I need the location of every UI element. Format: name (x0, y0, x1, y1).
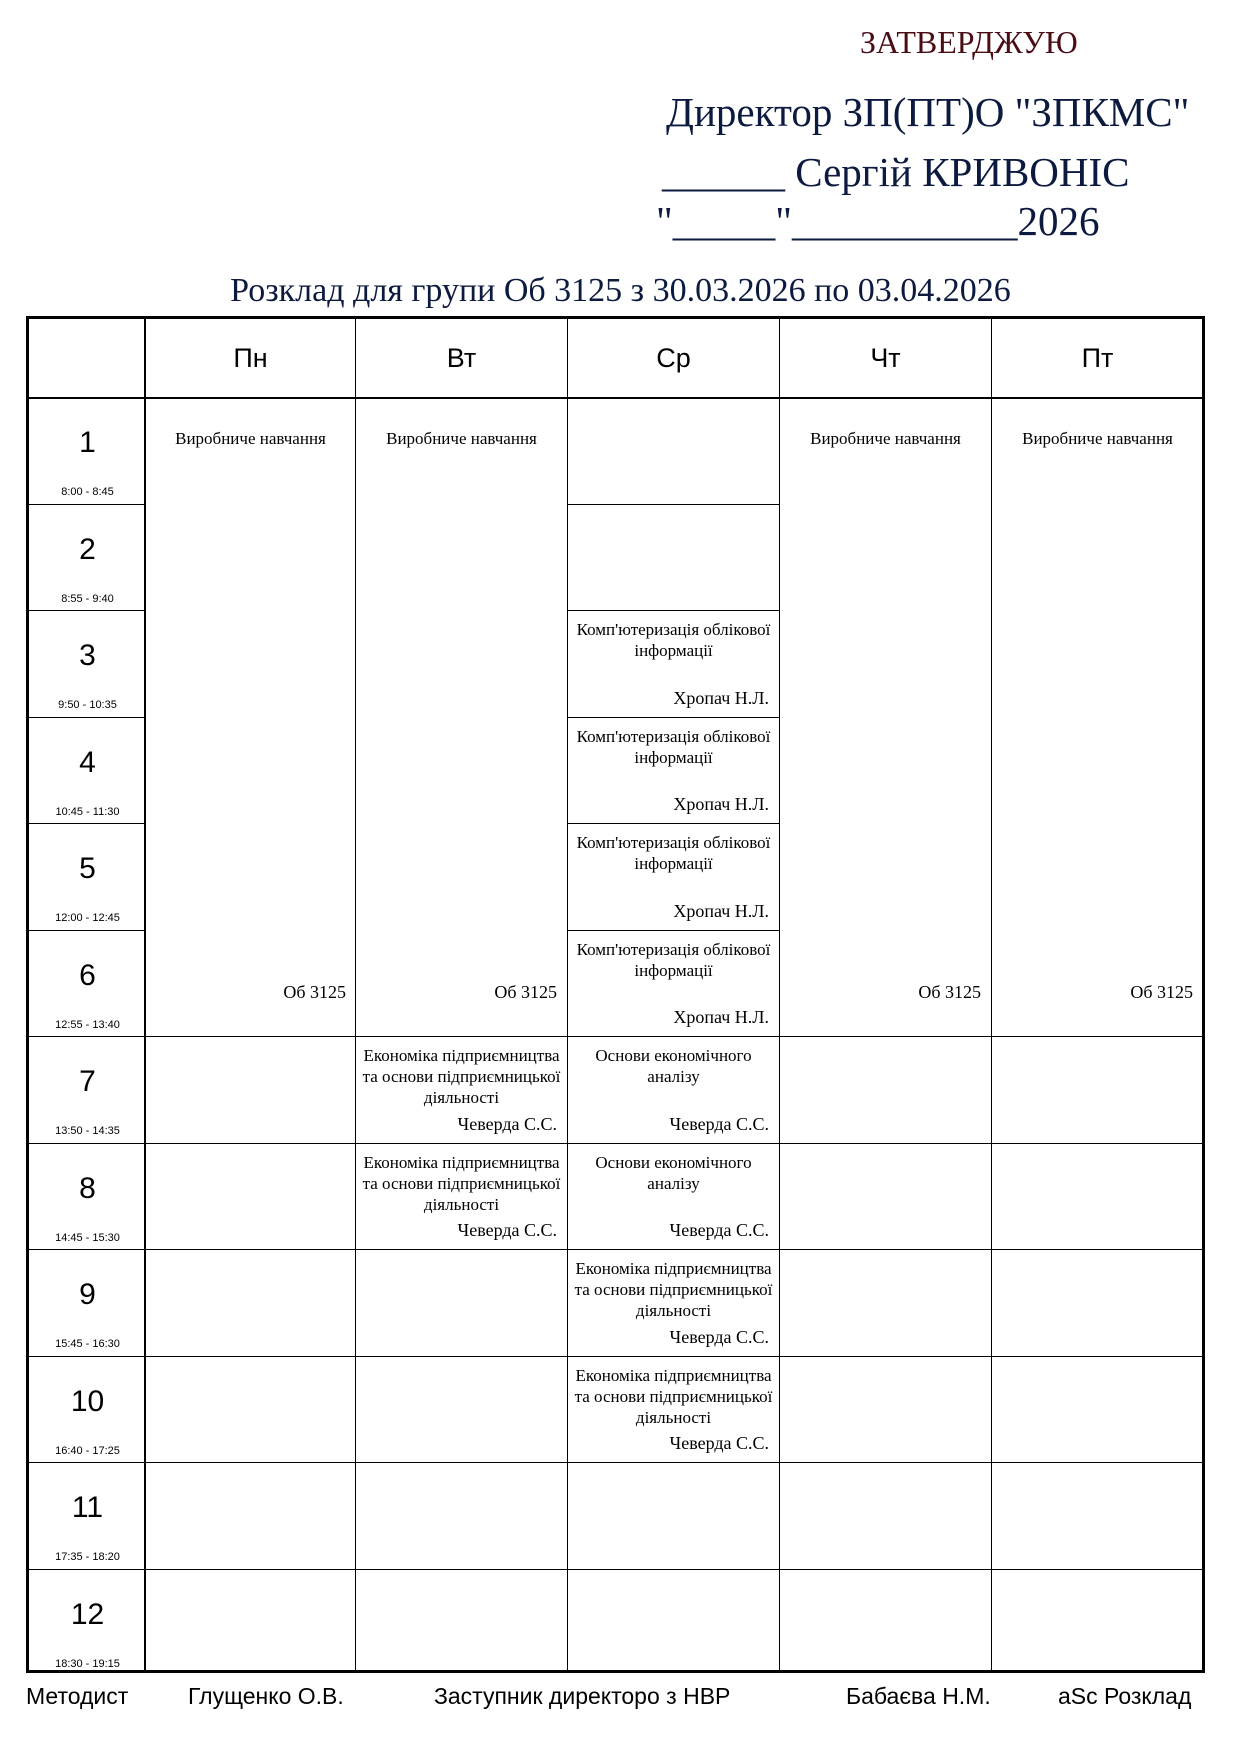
footer-methodist-label: Методист (26, 1683, 129, 1709)
period-time: 13:50 - 14:35 (55, 1125, 120, 1137)
lesson-subject: Економіка підприємництва та основи підприємницької діяльності (574, 1366, 773, 1427)
period-number: 10 (70, 1385, 105, 1418)
footer-deputy-label: Заступник директоро з НВР (434, 1683, 731, 1709)
lesson-subject: Комп'ютеризація облікової інформації (576, 620, 771, 660)
lesson-wed-3[interactable] (568, 611, 779, 717)
footer-methodist-name: Глущенко О.В. (188, 1683, 344, 1709)
period-12 (29, 1570, 146, 1677)
period-number: 11 (71, 1491, 104, 1524)
lesson-subject: Основи економічного аналізу (595, 1046, 752, 1086)
period-6 (29, 931, 146, 1038)
period-time: 12:55 - 13:40 (55, 1019, 120, 1031)
lesson-teacher: Чеверда С.С. (669, 1433, 769, 1453)
period-time: 10:45 - 11:30 (55, 806, 120, 818)
period-5 (29, 824, 146, 931)
period-number: 4 (79, 746, 96, 779)
lesson-subject: Виробниче навчання (810, 429, 961, 448)
lesson-wed-8[interactable] (568, 1144, 779, 1249)
lesson-subject: Комп'ютеризація облікової інформації (576, 727, 771, 767)
lesson-subject: Виробниче навчання (1022, 429, 1173, 448)
lesson-teacher: Чеверда С.С. (669, 1220, 769, 1240)
approve-label: ЗАТВЕРДЖУЮ (860, 24, 1078, 60)
lesson-subject: Виробниче навчання (386, 429, 537, 448)
period-number: 8 (79, 1172, 96, 1205)
period-number: 6 (79, 959, 96, 992)
lesson-teacher: Хропач Н.Л. (673, 901, 769, 921)
period-number: 5 (79, 852, 96, 885)
day-header-tue: Вт (446, 342, 477, 373)
period-2 (29, 505, 146, 612)
period-11 (29, 1463, 146, 1570)
lesson-wed-7[interactable] (568, 1037, 779, 1143)
day-header-wed: Ср (656, 342, 691, 373)
lesson-subject: Основи економічного аналізу (595, 1153, 752, 1193)
lesson-group: Об 3125 (918, 982, 981, 1002)
period-3 (29, 611, 146, 718)
lesson-teacher: Чеверда С.С. (669, 1114, 769, 1134)
day-header-fri: Пт (1081, 342, 1114, 373)
lesson-wed-6[interactable] (568, 931, 779, 1036)
period-number: 7 (79, 1065, 96, 1098)
period-time: 16:40 - 17:25 (55, 1445, 120, 1457)
period-number: 1 (79, 426, 96, 459)
signer-line: ______ Сергій КРИВОНІС (662, 149, 1130, 195)
lesson-subject: Економіка підприємництва та основи підприємницької діяльності (362, 1046, 561, 1107)
period-time: 8:00 - 8:45 (61, 486, 114, 498)
period-8 (29, 1144, 146, 1251)
date-field: "_____"___________2026 (656, 198, 1100, 244)
lesson-teacher: Чеверда С.С. (457, 1220, 557, 1240)
period-number: 9 (79, 1278, 96, 1311)
period-9 (29, 1250, 146, 1357)
director-title: Директор ЗП(ПТ)О "ЗПКМС" (666, 89, 1190, 135)
lesson-teacher: Чеверда С.С. (669, 1327, 769, 1347)
period-number: 3 (79, 639, 96, 672)
lesson-group: Об 3125 (283, 982, 346, 1002)
lesson-subject: Економіка підприємництва та основи підприємницької діяльності (362, 1153, 561, 1214)
footer-software: aSc Розклад (1058, 1683, 1192, 1709)
period-time: 8:55 - 9:40 (61, 593, 114, 605)
lesson-mon-practice[interactable] (145, 398, 356, 1036)
period-time: 12:00 - 12:45 (55, 912, 120, 924)
lesson-teacher: Хропач Н.Л. (673, 1007, 769, 1027)
lesson-wed-9[interactable] (568, 1250, 779, 1356)
period-10 (29, 1357, 146, 1464)
lesson-tue-7[interactable] (356, 1037, 567, 1143)
lesson-subject: Комп'ютеризація облікової інформації (576, 833, 771, 873)
lesson-subject: Виробниче навчання (175, 429, 326, 448)
period-time: 15:45 - 16:30 (55, 1338, 120, 1350)
period-time: 14:45 - 15:30 (55, 1232, 120, 1244)
period-4 (29, 718, 146, 825)
grid-line (567, 504, 779, 505)
grid-line (29, 1462, 1202, 1463)
lesson-teacher: Хропач Н.Л. (673, 688, 769, 708)
period-number: 2 (79, 533, 96, 566)
lesson-wed-10[interactable] (568, 1357, 779, 1462)
lesson-teacher: Чеверда С.С. (457, 1114, 557, 1134)
footer-deputy-name: Бабаєва Н.М. (846, 1683, 991, 1709)
lesson-thu-practice[interactable] (780, 398, 991, 1036)
lesson-subject: Комп'ютеризація облікової інформації (576, 940, 771, 980)
grid-line (29, 1569, 1202, 1570)
day-header-mon: Пн (233, 342, 268, 373)
lesson-group: Об 3125 (494, 982, 557, 1002)
lesson-tue-8[interactable] (356, 1144, 567, 1249)
period-time: 18:30 - 19:15 (55, 1658, 120, 1670)
lesson-fri-practice[interactable] (992, 398, 1203, 1036)
lesson-subject: Економіка підприємництва та основи підприємницької діяльності (574, 1259, 773, 1320)
lesson-teacher: Хропач Н.Л. (673, 794, 769, 814)
period-number: 12 (70, 1598, 105, 1631)
day-header-thu: Чт (870, 342, 901, 373)
period-7 (29, 1037, 146, 1144)
period-time: 9:50 - 10:35 (58, 699, 117, 711)
lesson-group: Об 3125 (1130, 982, 1193, 1002)
lesson-wed-4[interactable] (568, 718, 779, 823)
schedule-title: Розклад для групи Об 3125 з 30.03.2026 по 03.04.2026 (230, 272, 1011, 309)
period-1 (29, 398, 146, 505)
lesson-wed-5[interactable] (568, 824, 779, 930)
period-time: 17:35 - 18:20 (55, 1551, 120, 1563)
lesson-tue-practice[interactable] (356, 398, 567, 1036)
schedule-table (26, 316, 1205, 1673)
